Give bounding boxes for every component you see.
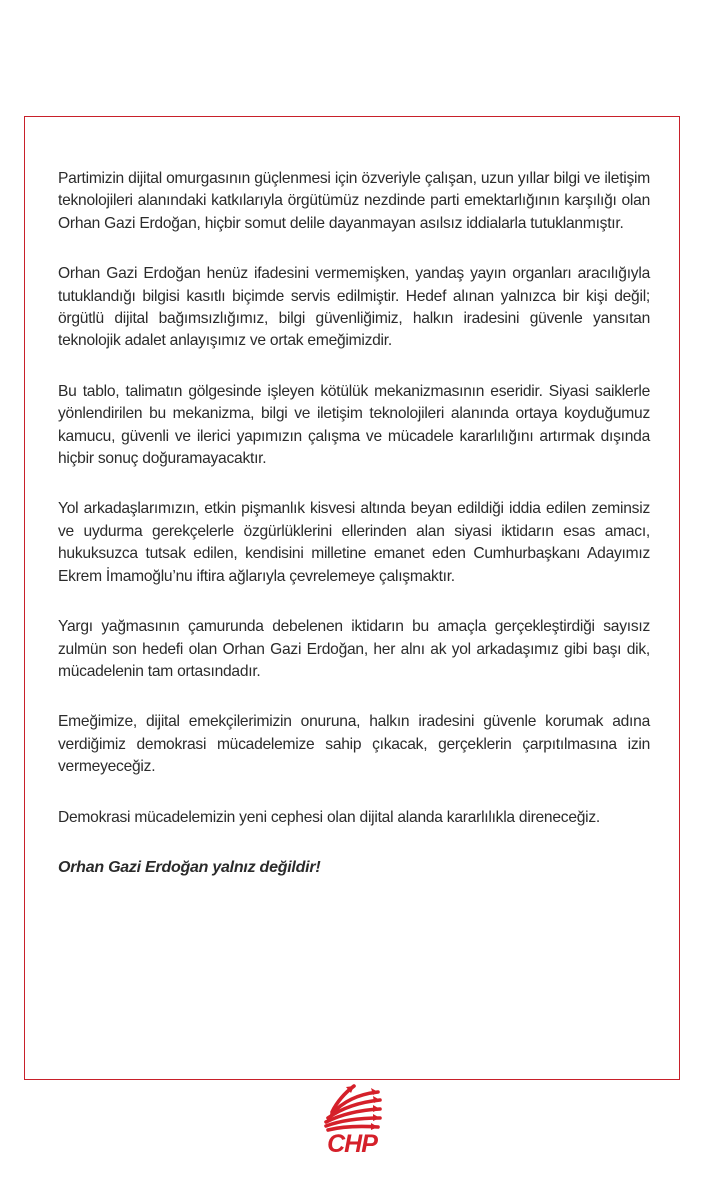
paragraph-1: Partimizin dijital omurgasının güçlenmesi için özveriyle çalışan, uzun yıllar bilgi ve iletişim teknolojileri alanındaki katkılarıyla örgütümüz nezdinde parti emektarlığının karşılığı olan Orhan Gazi Erdoğan, hiçbir somut delile dayanmayan asılsız iddialarla tutuklanmıştır. <box>58 170 650 232</box>
logo-wordmark: CHP <box>327 1130 377 1158</box>
paragraph-3: Bu tablo, talimatın gölgesinde işleyen kötülük mekanizmasının eseridir. Siyasi saiklerle yönlendirilen bu mekanizma, bilgi ve iletişim teknolojileri alanında ortaya koyduğumuz kamucu, güvenli ve ilerici yapımızın çalışma ve mücadele kararlılığını artırmak dışında hiçbir sonuç doğuramayacaktır. <box>58 382 650 468</box>
paragraph-2: Orhan Gazi Erdoğan henüz ifadesini vermemişken, yandaş yayın organları aracılığıyla tutuklandığı bilgisi kasıtlı biçimde servis edilmiştir. Hedef alınan yalnızca bir kişi değil; örgütlü dijital bağımsızlığımız, bilgi güvenliğimiz, halkın iradesini güvenle yansıtan teknolojik adalet anlayışımız ve ortak emeğimizdir. <box>58 265 650 350</box>
paragraph-7: Demokrasi mücadelemizin yeni cephesi olan dijital alanda kararlılıkla direneceğiz. <box>58 808 601 826</box>
paragraph-5: Yargı yağmasının çamurunda debelenen iktidarın bu amaçla gerçekleştirdiği sayısız zulmün son hedefi olan Orhan Gazi Erdoğan, her alnı ak yol arkadaşımız gibi başı dik, mücadelenin tam ortasındadır. <box>58 618 650 680</box>
paragraph-6: Emeğimize, dijital emekçilerimizin onuruna, halkın iradesini güvenle korumak adına verdiğimiz demokrasi mücadelemize sahip çıkacak, gerçeklerin çarpıtılmasına izin vermeyeceğiz. <box>58 713 650 776</box>
chp-logo <box>318 1084 386 1162</box>
six-arrows-icon <box>318 1084 386 1134</box>
closing-statement: Orhan Gazi Erdoğan yalnız değildir! <box>58 858 321 876</box>
statement-body <box>58 168 650 879</box>
paragraph-4: Yol arkadaşlarımızın, etkin pişmanlık kisvesi altında beyan edildiği iddia edilen zeminsiz ve uydurma gerekçelerle özgürlüklerini ellerinden alan siyasi iktidarın esas amacı, hukuksuzca tutsak edilen, kendisini milletine emanet eden Cumhurbaşkanı Adayımız Ekrem İmamoğlu’nu iftira ağlarıyla çevrelemeye çalışmaktır. <box>58 500 650 585</box>
